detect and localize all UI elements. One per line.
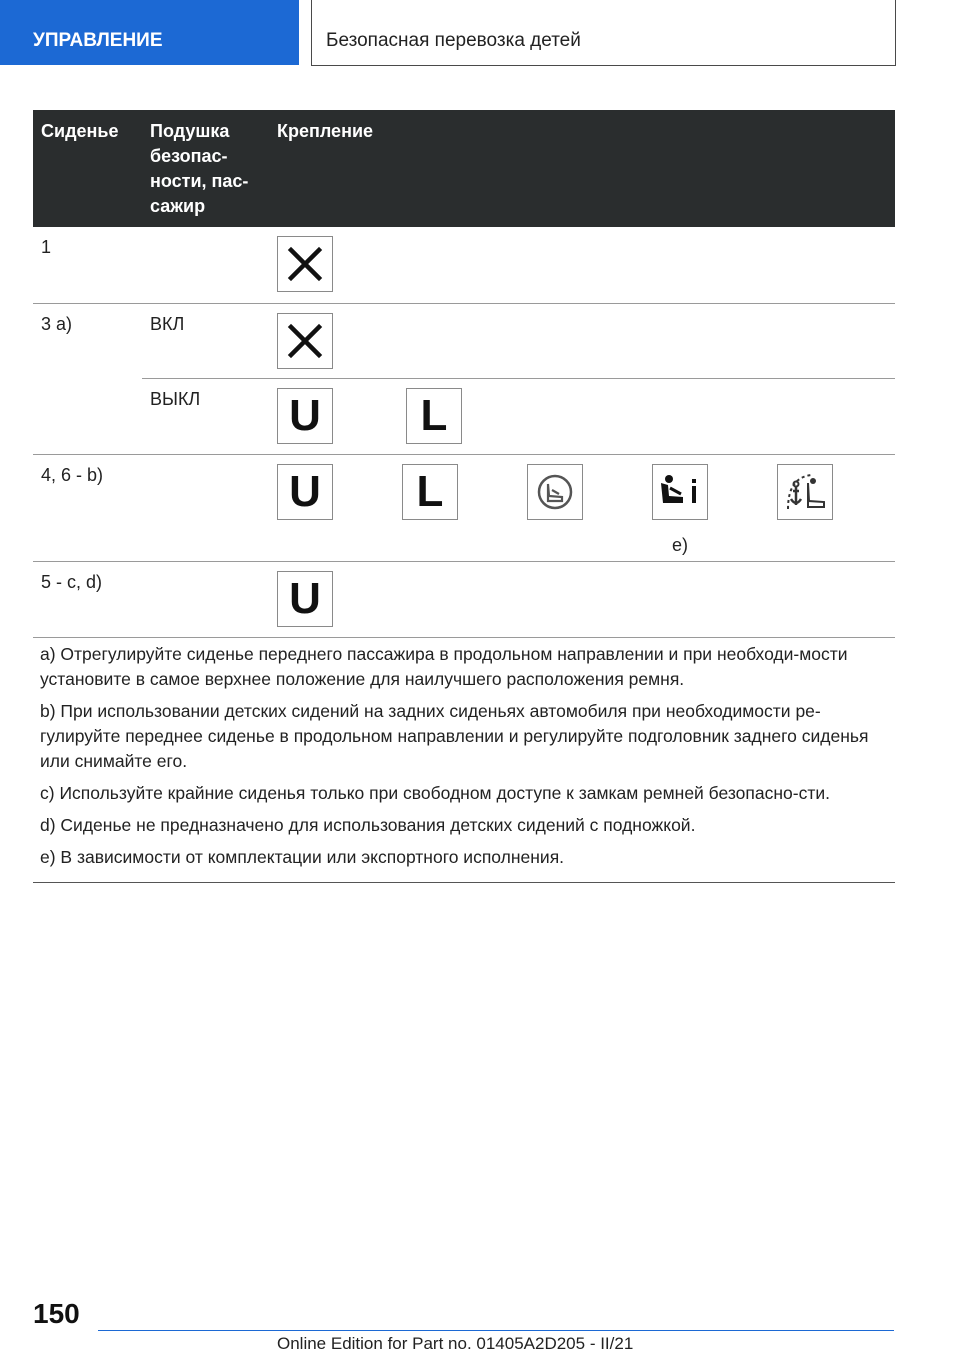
mount-cell [269, 454, 895, 561]
isofix-u-icon: U [277, 464, 333, 520]
cross-icon [277, 313, 333, 369]
child-seat-circle-icon [527, 464, 583, 520]
seat-cell: 4, 6 - b) [33, 454, 142, 561]
column-header-airbag: Подушка безопас-ности, пас-сажир [142, 110, 269, 227]
child-seat-anchor-icon [777, 464, 833, 520]
seat-cell: 5 - c, d) [33, 561, 142, 637]
footnote-b: b) При использовании детских сидений на задних сиденьях автомобиля при необходимости ре-гулируйте переднее сиденье в продольном направлении и регулируйте подголовник заднего сиденья или снимайте его. [40, 701, 869, 771]
footnote-d: d) Сиденье не предназначено для использования детских сидений с подножкой. [40, 815, 696, 835]
cross-icon [277, 236, 333, 292]
table-row [33, 378, 895, 454]
airbag-cell: ВЫКЛ [142, 378, 269, 454]
child-seat-info-icon [652, 464, 708, 520]
isofix-l-icon: L [402, 464, 458, 520]
airbag-cell [142, 227, 269, 303]
table-row [33, 303, 895, 378]
footer-divider [98, 1330, 894, 1331]
airbag-cell [142, 561, 269, 637]
mount-cell [269, 378, 895, 454]
table-row [33, 227, 895, 303]
mount-cell [269, 561, 895, 637]
seat-cell: 1 [33, 227, 142, 303]
isofix-l-icon: L [406, 388, 462, 444]
mount-cell [269, 303, 895, 378]
chapter-title: Безопасная перевозка детей [311, 0, 896, 66]
page-number: 150 [33, 1298, 80, 1329]
child-seat-table [33, 110, 895, 638]
section-tab: УПРАВЛЕНИЕ [0, 0, 299, 65]
column-header-seat: Сиденье [33, 110, 142, 227]
table-row [33, 454, 895, 561]
isofix-u-icon: U [277, 388, 333, 444]
airbag-cell: ВКЛ [142, 303, 269, 378]
edition-info: Online Edition for Part no. 01405A2D205 - II/21 [277, 1334, 634, 1353]
footnote-e: e) В зависимости от комплектации или экспортного исполнения. [40, 847, 565, 867]
footnote-a: a) Отрегулируйте сиденье переднего пассажира в продольном направлении и при необходи-мости установите в самое верхнее положение для наилучшего расположения ремня. [40, 644, 848, 689]
table-row [33, 561, 895, 637]
icon-footnote: e) [671, 534, 688, 555]
column-header-mount: Крепление [269, 110, 895, 227]
mount-cell [269, 227, 895, 303]
isofix-u-icon: U [277, 571, 333, 627]
airbag-cell [142, 454, 269, 561]
footnote-c: c) Используйте крайние сиденья только при свободном доступе к замкам ремней безопасно-сти. [40, 783, 831, 803]
footnotes [33, 636, 895, 883]
seat-cell: 3 a) [33, 303, 142, 454]
